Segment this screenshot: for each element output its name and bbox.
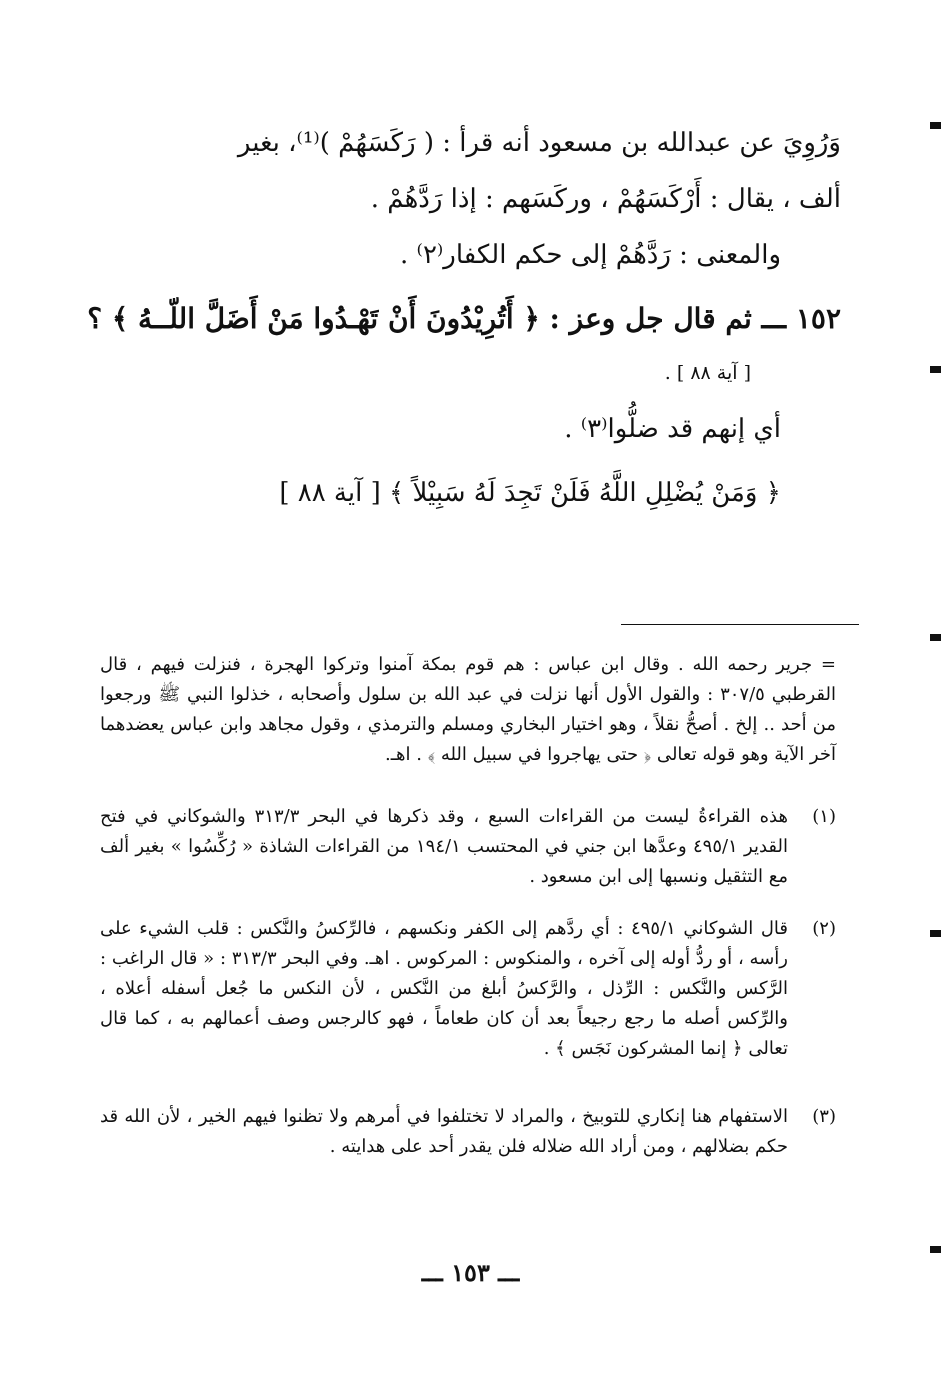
footnote-number: (٢) xyxy=(812,918,836,939)
scan-edge-mark xyxy=(930,122,941,129)
footnote-3 xyxy=(100,1102,836,1162)
body-line-3: والمعنى : رَدَّهُمْ إلى حكم الكفار⁽٢⁾ . xyxy=(400,240,781,270)
footnote-continued xyxy=(100,650,836,770)
scan-edge-mark xyxy=(930,366,941,373)
body-line-6: أي إنهم قد ضلُّوا⁽٣⁾ . xyxy=(564,414,781,444)
footnote-text: الاستفهام هنا إنكاري للتوبيخ ، والمراد لا تختلفوا في أمرهم ولا تظنوا فيهم الخير ، لأن الله قد حكم بضلالهم ، ومن أراد الله ضلاله فلن يقدر أحد على هدايته . xyxy=(100,1106,788,1157)
footnote-2 xyxy=(100,914,836,1064)
scan-edge-mark xyxy=(930,634,941,641)
footnote-text: قال الشوكاني ٤٩٥/١ : أي ردَّهم إلى الكفر ونكسهم ، فالرِّكسُ والنَّكس : قلب الشيء على رأسه ، أو ردُّ أوله إلى آخره ، والمنكوس : المركوس . اهـ. وفي البحر ٣١٣/٣ : « قال الراغب : الرَّكس والنَّكس : الرِّذل ، والرَّكسُ أبلغ من النَّكس ، لأن النكس ما جُعل أسفله أعلاه ، والرِّكس أصله ما رجع رجيعاً بعد أن كان طعاماً ، فهو كالرجس وصف أعمالهم به ، كما قال تعالى ﴿ إنما المشركون نَجَس ﴾ . xyxy=(100,918,788,1059)
footnote-1 xyxy=(100,802,836,892)
body-line-1: وَرُوِيَ عن عبدالله بن مسعود أنه قرأ : ( رَكَسَهُمْ )⁽¹⁾، بغير xyxy=(237,128,841,158)
body-line-2: ألف ، يقال : أَرْكَسَهُمْ ، وركَسَهم : إذا رَدَّهُمْ . xyxy=(370,184,841,214)
footnote-number: (١) xyxy=(812,806,836,827)
verse-reference: [ آية ٨٨ ] . xyxy=(664,362,751,384)
footnote-separator xyxy=(621,624,859,625)
footnote-continued-text: = جرير رحمه الله . وقال ابن عباس : هم قوم بمكة آمنوا وتركوا الهجرة ، فنزلت فيهم ، قال القرطبي ٣٠٧/٥ : والقول الأول أنها نزلت في عبد الله بن سلول وأصحابه ، خذلوا النبي ﷺ ورجعوا من أحد .. إلخ . أصحُّ نقلاً ، وهو اختيار البخاري ومسلم والترمذي ، وقول مجاهد وابن عباس يعضدهما آخر الآية وهو قوله تعالى ﴿ حتى يهاجروا في سبيل الله ﴾ . اهـ. xyxy=(100,654,836,765)
footnote-number: (٣) xyxy=(812,1106,836,1127)
scan-edge-mark xyxy=(930,1246,941,1253)
footnote-text: هذه القراءةُ ليست من القراءات السبع ، وقد ذكرها في البحر ٣١٣/٣ والشوكاني في فتح القدير ٤٩٥/١ وعدَّها ابن جني في المحتسب ١٩٤/١ من القراءات الشاذة « رُكِّسُوا » بغير ألف مع التثقيل ونسبها إلى ابن مسعود . xyxy=(100,806,789,887)
section-heading-152: ١٥٢ ـــ ثم قال جل وعز : ﴿ أَتُرِيْدُونَ أَنْ تَهْـدُوا مَنْ أَضَلَّ اللّــهُ ﴾ ؟ xyxy=(87,302,841,335)
scan-edge-mark xyxy=(930,930,941,937)
page-number: ـــ ١٥٣ ـــ xyxy=(421,1258,520,1287)
quran-verse: ﴿ وَمَنْ يُضْلِلِ اللَّهُ فَلَنْ تَجِدَ لَهُ سَبِيْلاً ﴾ [ آية ٨٨ ] xyxy=(279,478,781,508)
